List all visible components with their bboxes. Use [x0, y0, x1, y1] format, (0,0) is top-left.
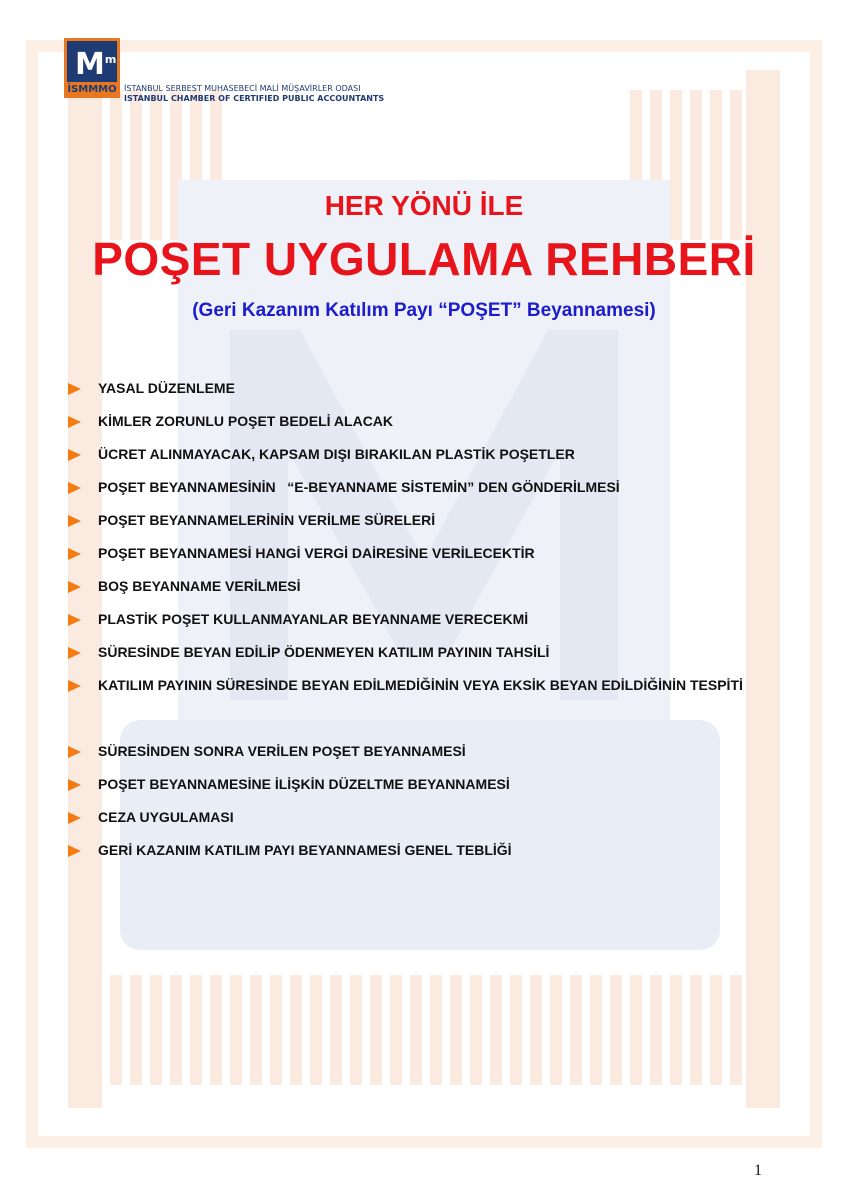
logo-band: İSMMMO: [64, 82, 120, 98]
organization-name: [124, 84, 384, 104]
bullet-arrow-icon: [68, 449, 81, 461]
list-item: SÜRESİNDEN SONRA VERİLEN POŞET BEYANNAMESİ: [68, 735, 788, 768]
list-item: BOŞ BEYANNAME VERİLMESİ: [68, 570, 788, 603]
org-name-tr: İSTANBUL SERBEST MUHASEBECİ MALİ MÜŞAVİRLER ODASI: [124, 84, 361, 93]
bullet-arrow-icon: [68, 680, 81, 692]
list-item: KİMLER ZORUNLU POŞET BEDELİ ALACAK: [68, 405, 788, 438]
list-item: CEZA UYGULAMASI: [68, 801, 788, 834]
org-name-en: ISTANBUL CHAMBER OF CERTIFIED PUBLIC ACCOUNTANTS: [124, 94, 385, 103]
list-item: ÜCRET ALINMAYACAK, KAPSAM DIŞI BIRAKILAN PLASTİK POŞETLER: [68, 438, 788, 471]
title-main: POŞET UYGULAMA REHBERİ: [92, 233, 756, 285]
list-item: POŞET BEYANNAMESİNİN “E-BEYANNAME SİSTEMİN” DEN GÖNDERİLMESİ: [68, 471, 788, 504]
list-item: PLASTİK POŞET KULLANMAYANLAR BEYANNAME VERECEKMİ: [68, 603, 788, 636]
bullet-arrow-icon: [68, 383, 81, 395]
bullet-arrow-icon: [68, 779, 81, 791]
logo-mark: $M^m$: [75, 47, 117, 82]
bullet-arrow-icon: [68, 416, 81, 428]
list-item: POŞET BEYANNAMELERİNİN VERİLME SÜRELERİ: [68, 504, 788, 537]
bullet-arrow-icon: [68, 581, 81, 593]
topics-list: [68, 372, 788, 867]
bullet-arrow-icon: [68, 647, 81, 659]
bullet-arrow-icon: [68, 614, 81, 626]
list-item: GERİ KAZANIM KATILIM PAYI BEYANNAMESİ GENEL TEBLİĞİ: [68, 834, 788, 867]
bullet-arrow-icon: [68, 845, 81, 857]
list-item: SÜRESİNDE BEYAN EDİLİP ÖDENMEYEN KATILIM PAYININ TAHSİLİ: [68, 636, 788, 669]
ismmmo-logo: [64, 38, 120, 98]
bullet-arrow-icon: [68, 515, 81, 527]
list-item: YASAL DÜZENLEME: [68, 372, 788, 405]
page-number: 1: [754, 1162, 762, 1179]
title-line-1: HER YÖNÜ İLE: [324, 190, 524, 221]
subtitle: (Geri Kazanım Katılım Payı “POŞET” Beyannamesi): [192, 300, 656, 321]
list-item: POŞET BEYANNAMESİ HANGİ VERGİ DAİRESİNE VERİLECEKTİR: [68, 537, 788, 570]
bullet-arrow-icon: [68, 482, 81, 494]
list-item: KATILIM PAYININ SÜRESİNDE BEYAN EDİLMEDİĞİNİN VEYA EKSİK BEYAN EDİLDİĞİNİN TESPİTİ: [68, 669, 788, 735]
list-item: POŞET BEYANNAMESİNE İLİŞKİN DÜZELTME BEYANNAMESİ: [68, 768, 788, 801]
bullet-arrow-icon: [68, 548, 81, 560]
bullet-arrow-icon: [68, 812, 81, 824]
bullet-arrow-icon: [68, 746, 81, 758]
